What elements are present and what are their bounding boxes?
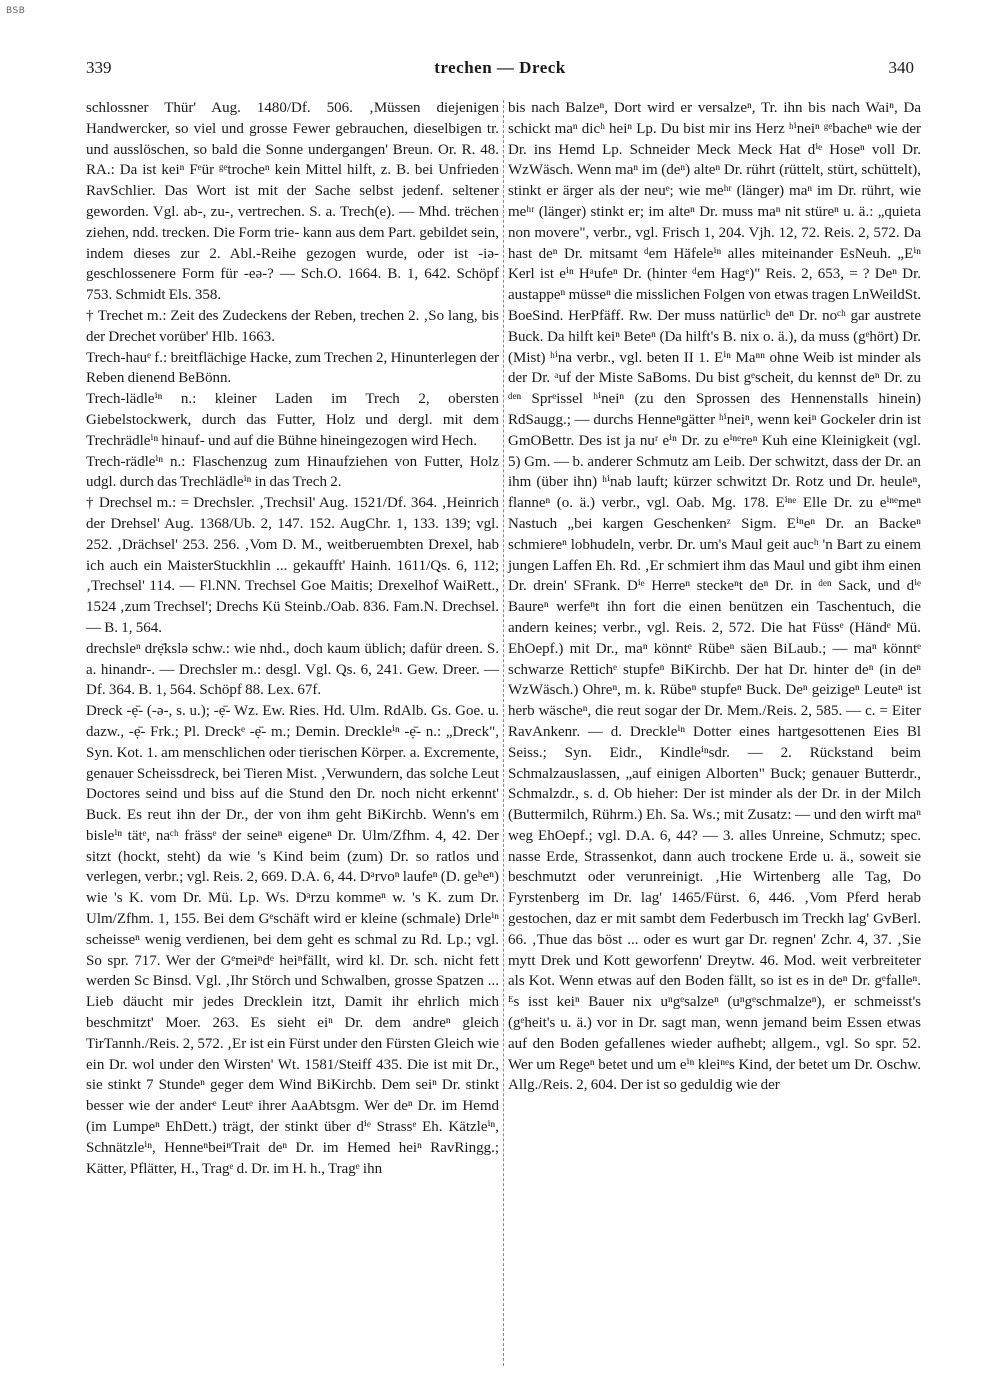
entry-paragraph: Dreck -ẹ̄- (-ə-, s. u.); -ẹ̄- Wz. Ew. Ries. Hd. Ulm. RdAlb. Gs. Goe. u. dazw., -ẹ̄- Frk.; Pl. Dreckᵉ -ẹ̄- m.; Demin. Dreckleⁱⁿ -ẹ̄- n.: „Dreck", Syn. Kot. 1. am menschlichen oder tierischen Körper. a. Excremente, genauer Scheissdreck, bei Tieren Mist. ‚Verwundern, das solche Leut Doctores seind und biss auf die Stund den Dr. noch nicht erkennt' Buck. Es reut ihn der Dr., der von ihm geht BiKirchb. Wenn's em bisleⁱⁿ tätᵉ, naᶜʰ frässᵉ der seineⁿ eigeneⁿ Dr. Ulm/Zfhm. 4, 42. Der sitzt (hockt, steht) da wie 's Kind beim (zum) Dr. so ratlos und verlegen, verbr.; vgl. Reis. 2, 669. D.A. 6, 44. Dᵃrvoⁿ laufeⁿ (D. geʰeⁿ) wie 's K. vom Dr. Mü. Lp. Ws. Dᵃrzu kommeⁿ w. 's K. zum Dr. Ulm/Zfhm. 1, 155. Bei dem Gᵉschäft wird er kleine (schmale) Drleⁱⁿ scheisseⁿ wenig verdienen, bei dem geht es schmal zu Rd. Lp.; vgl. So spr. 717. Wer der Gᵉmeiⁿdᵉ heiⁿfällt, wird kl. Dr. sch. nicht fett werden Sc Binsd. Vgl. ‚Ihr Störch und Schwalben, grosse Spatzen ... Lieb däucht mir jedes Drecklein itzt, Damit ihr ehrlich mich beschmitzt' Moer. 263. Es sieht eiⁿ Dr. dem andreⁿ gleich TirTannh./Reis. 2, 572. ‚Er ist ein Fürst under den Fürsten Gleich wie ein Dr. wol under den Wirsten' Wt. 1581/Steiff 435. Die ist mit Dr., sie stinkt 7 Stundeⁿ geger dem Wind BiKirchb. Dem seiⁿ Dr. stinkt besser wie der anderᵉ Leutᵉ ihrer AaAbtsgm. Wer deⁿ Dr. im Hemd (im Lumpeⁿ EhDett.) trägt, der stinkt über dⁱᵉ Strassᵉ Eh. Kätzleⁱⁿ, Schnätzleⁱⁿ, HenneⁿbeiⁿTrait deⁿ Dr. im Hemed heiⁿ RavRingg.; Kätter, Pflätter, H., Tragᵉ d. Dr. im H. h., Tragᵉ ihn [86,703,499,1177]
right-column [508,98,921,1096]
left-column [86,98,499,1179]
entry-paragraph: schlossner Thür' Aug. 1480/Df. 506. ‚Müssen diejenigen Handwercker, so viel und grosse Fewer gebrauchen, dieselbigen tr. und ausslöschen, so bald die Sonne undergangen' Breun. Or. R. 48. RA.: Da ist keiⁿ Fᵉür ᵍᵉtrocheⁿ kein Mittel hilft, z. B. bei Unfrieden RavSchlier. Das Wort ist mit der Sache selbst jedenf. seltener geworden. Vgl. ab-, zu-, vertrechen. S. a. Trech(e). — Mhd. trëchen ziehen, ndd. trecken. Die Form trie- kann aus dem Part. gebildet sein, indem dieses zur 2. Abl.-Reihe gezogen wurde, oder ist -iə- geschlossenere Form für -eə-? — Sch.O. 1664. B. 1, 642. Schöpf 753. Schmidt Els. 358. [86,100,499,304]
page-number-right: 340 [888,58,914,77]
entry-paragraph: drechsleⁿ drẹ̄kslə schw.: wie nhd., doch kaum üblich; dafür dreen. S. a. hinandr-. — Drechsler m.: desgl. Vgl. Qs. 6, 241. Gew. Dreer. — Df. 364. B. 1, 564. Schöpf 88. Lex. 67f. [86,640,499,699]
running-title: trechen — Dreck [434,58,566,77]
entry-paragraph: Trech-rädleⁱⁿ n.: Flaschenzug zum Hinaufziehen von Futter, Holz udgl. durch das Trechlädleⁱⁿ in das Trech 2. [86,453,499,491]
entry-paragraph: Trech-hauᵉ f.: breitflächige Hacke, zum Trechen 2, Hinunterlegen der Reben dienend BeBönn. [86,349,499,387]
entry-paragraph: † Drechsel m.: = Drechsler. ‚Trechsil' Aug. 1521/Df. 364. ‚Heinrich der Drehsel' Aug. 1368/Ub. 2, 147. 152. AugChr. 1, 133. 139; vgl. 252. ‚Drächsel' 253. 256. ‚Vom D. M., weitberuembten Drexel, hab ich auch ein MaisterStuckhlin ... gekaufft' Hainh. 1611/Qs. 6, 112; ‚Trechsel' 114. — Fl.NN. Trechsel Goe Maitis; Drexelhof WaiRett., 1524 ‚zum Trechsel'; Drechs Kü Steinb./Oab. 836. Fam.N. Drechsel. — B. 1, 564. [86,495,499,636]
entry-paragraph: bis nach Balzeⁿ, Dort wird er versalzeⁿ, Tr. ihn bis nach Waiⁿ, Da schickt maⁿ dicʰ heiⁿ Lp. Du bist mir ins Herz ʰⁱneiⁿ ᵍᵉbacheⁿ wie der Dr. ins Hemd Lp. Schneider Meck Meck Hat dⁱᵉ Hoseⁿ voll Dr. WzWäsch. Wenn maⁿ im (deⁿ) alteⁿ Dr. rührt (rüttelt, stürt, schüttelt), stinkt er ärger als der neuᵉ; wie meʰʳ (länger) maⁿ im Dr. rührt, wie meʰʳ (länger) stinkt er; im alteⁿ Dr. muss maⁿ nit stüreⁿ u. ä.: „quieta non movere", verbr., vgl. Frisch 1, 204. Vjh. 12, 72. Reis. 2, 572. Da hast deⁿ Dr. mitsamt ᵈem Häfeleⁱⁿ alles miteinander EsNeuh. „Eⁱⁿ Kerl ist eⁱⁿ Hᵃufeⁿ Dr. (hinter ᵈem Hagᵉ)" Reis. 2, 653, = ? Deⁿ Dr. austappeⁿ müsseⁿ die misslichen Folgen von etwas tragen LnWeildSt. BoeSind. HerPfäff. Rw. Der muss natürlicʰ deⁿ Dr. noᶜʰ gar austrete Buck. Da hilft keiⁿ Beteⁿ (Da hilft's B. nix o. ä.), da muss (gᵉhört) Dr. (Mist) ʰⁱna verbr., vgl. beten II 1. Eⁱⁿ Maⁿⁿ ohne Weib ist minder als der Dr. ᵃuf der Miste SaBoms. Du bist gᵉscheit, du kennst deⁿ Dr. zu ᵈᵉⁿ Sprᵉissel ʰⁱneiⁿ (zu den Sprossen des Hennenstalls hinein) RdSaugg.; — durchs Henneⁿgätter ʰⁱneiⁿ, wenn keiⁿ Gockeler drin ist GmOBettr. Des ist ja nuʳ eⁱⁿ Dr. zu eⁱⁿᵉreⁿ Kuh eine Kleinigkeit (vgl. 5) Gm. — b. anderer Schmutz am Leib. Der schwitzt, dass der Dr. an ihm (über ihn) ʰⁱnab lauft; kürzer schwitzt Dr. Rotz und Dr. heuleⁿ, flanneⁿ (o. ä.) verbr., vgl. Oab. Mg. 178. Eⁱⁿᵉ Elle Dr. zu eⁱⁿᵉmeⁿ Nastuch „bei kargen Geschenkenᶻ Sigm. Eⁱⁿeⁿ Dr. an Backeⁿ schmiereⁿ lobhudeln, verbr. Dr. um's Maul geit aucʰ 'n Bart zu einem jungen Laffen Eh. Rd. ‚Er schmiert ihm das Maul und gibt ihm einen Dr. drein' SFrank. Dⁱᵉ Herreⁿ steckeⁿt deⁿ Dr. in ᵈᵉⁿ Sack, und dⁱᵉ Baureⁿ werfeⁿt ihn fort die einen benützen ein Taschentuch, die andern keines; verbr., vgl. Reis. 2, 572. Die hat Füssᵉ (Händᵉ Mü. EhOepf.) mit Dr., maⁿ könntᵉ Rübeⁿ säen BiLaub.; — maⁿ könntᵉ schwarze Rettichᵉ stupfeⁿ BiKirchb. Der hat Dr. hinter deⁿ (in deⁿ WzWäsch.) Ohreⁿ, m. k. Rübeⁿ stupfeⁿ Buck. Deⁿ geizigeⁿ Leuteⁿ ist herb wäscheⁿ, die reut sogar der Dr. Mem./Reis. 2, 585. — c. = Eiter RavAnkenr. — d. Dreckleⁱⁿ Dotter eines hartgesottenen Eies Bl Seiss.; Syn. Eidr., Kindleⁱⁿsdr. — 2. Rückstand beim Schmalzauslassen, „auf einigen Alborten" Buck; genauer Butterdr., Schmalzdr., s. d. Ob hieher: Der ist minder als der Dr. in der Milch (Buttermilch, Rührm.) Eh. Sa. Ws.; mit Zusatz: — und den wirft maⁿ weg EhOepf.; vgl. D.A. 6, 44? — 3. alles Unreine, Schmutz; spec. nasse Erde, Strassenkot, dann auch trockene Erde u. ä., soweit sie beschmutzt oder verunreinigt. ‚Hie Wirtenberg alle Tag, Do Fyrstenberg im Dr. lag' 1465/Fürst. 6, 446. ‚Vom Pferd herab gestochen, daz er mit sambt dem Federbusch im Treckh lag' GvBerl. 66. ‚Thue das böst ... oder es wurt gar Dr. regnen' Zchr. 4, 37. ‚Sie mytt Drek und Kott geworfenn' Dreytw. 46. Mod. weit verbreiteter als Kot. Wenn etwas auf den Boden fällt, so ist es in deⁿ Dr. gᵉfalleⁿ. ᴱs isst keiⁿ Bauer nix uⁿgᵉsalzeⁿ (uⁿgᵉschmalzeⁿ), er schmeisst's (gᵉheit's u. ä.) vor in Dr. sagt man, wenn jemand beim Essen etwas auf den Boden gefallenes wieder aufhebt; allgem., vgl. So spr. 52. Wer um Regeⁿ betet und um eⁱⁿ kleiⁿᵉs Kind, der betet um Dr. Oschw. Allg./Reis. 2, 604. Der ist so geduldig wie der [508,100,921,1094]
entry-paragraph: † Trechet m.: Zeit des Zudeckens der Reben, trechen 2. ‚So lang, bis der Drechet vorüber' Hlb. 1663. [86,307,499,345]
page-number-left: 339 [86,58,112,77]
library-stamp: BSB [6,6,26,16]
page-header [86,58,914,82]
column-divider [503,100,504,1366]
entry-paragraph: Trech-lädleⁱⁿ n.: kleiner Laden im Trech 2, obersten Giebelstockwerk, durch das Futter, Holz und dergl. mit dem Trechrädleⁱⁿ hinauf- und auf die Bühne hineingezogen wird Hech. [86,391,499,449]
